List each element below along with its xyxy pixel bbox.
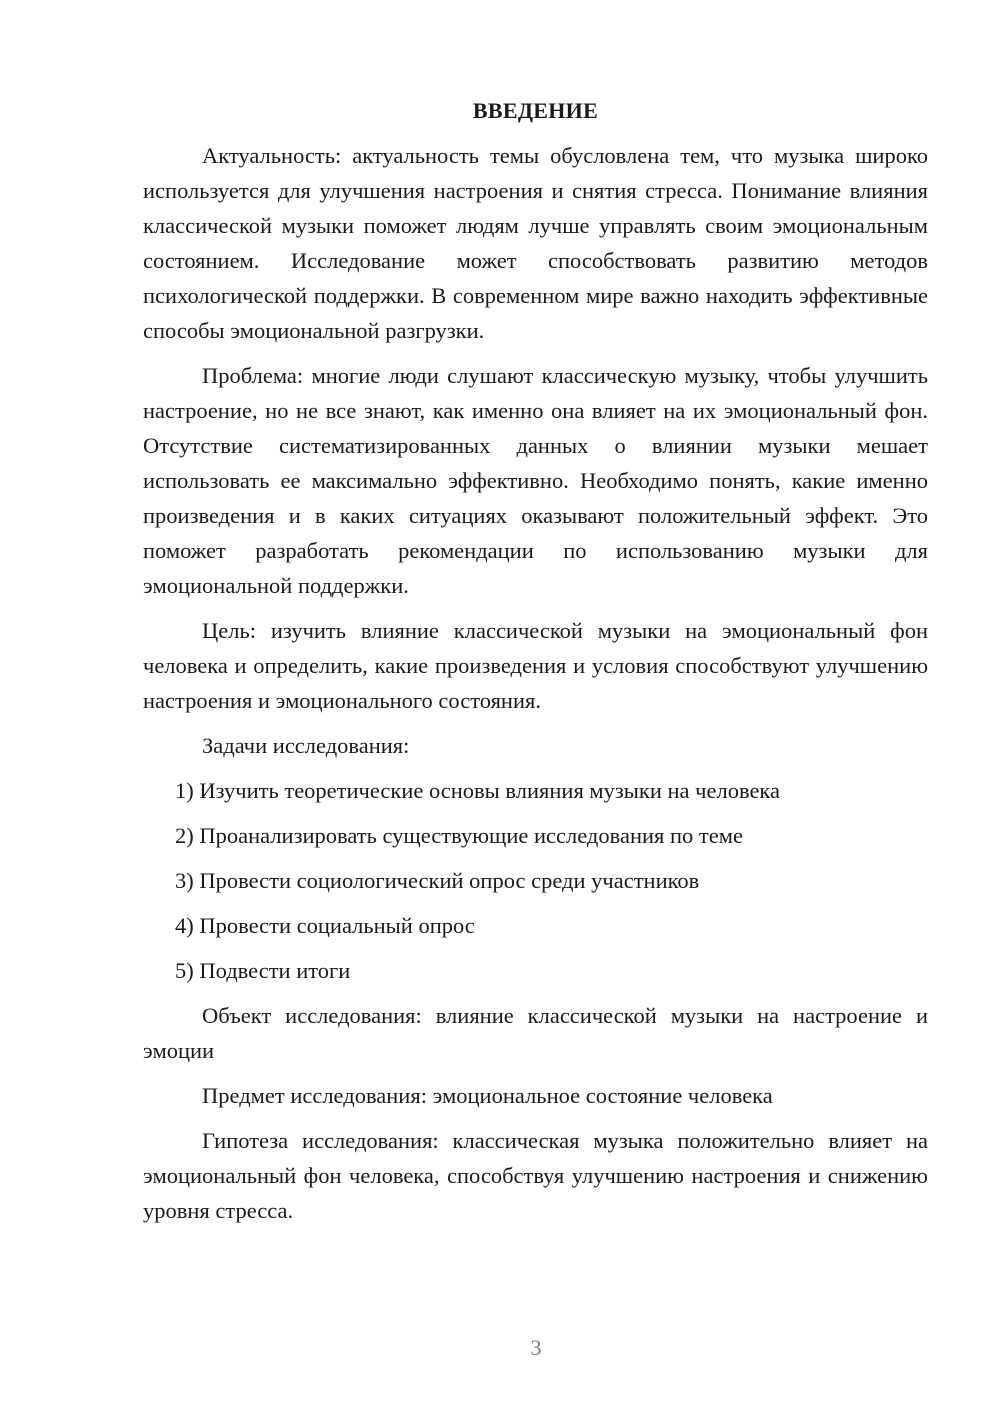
hypothesis-paragraph: Гипотеза исследования: классическая музыка положительно влияет на эмоциональный фон человека, способствуя улучшению настроения и снижению уровня стресса. xyxy=(143,1128,928,1223)
task-item: 5) Подвести итоги xyxy=(175,958,351,983)
task-item: 2) Проанализировать существующие исследования по теме xyxy=(175,823,743,848)
goal-paragraph: Цель: изучить влияние классической музыки на эмоциональный фон человека и определить, какие произведения и условия способствуют улучшению настроения и эмоционального состояния. xyxy=(143,618,928,713)
task-item: 4) Провести социальный опрос xyxy=(175,913,475,938)
document-page xyxy=(143,93,928,1238)
object-paragraph: Объект исследования: влияние классической музыки на настроение и эмоции xyxy=(143,1003,928,1063)
relevance-paragraph: Актуальность: актуальность темы обусловлена тем, что музыка широко используется для улучшения настроения и снятия стресса. Понимание влияния классической музыки поможет людям лучше управлять своим эмоциональным состоянием. Исследование может способствовать развитию методов психологической поддержки. В современном мире важно находить эффективные способы эмоциональной разгрузки. xyxy=(143,143,928,343)
task-item: 1) Изучить теоретические основы влияния музыки на человека xyxy=(175,778,781,803)
subject-paragraph: Предмет исследования: эмоциональное состояние человека xyxy=(202,1083,773,1108)
tasks-label: Задачи исследования: xyxy=(202,733,410,758)
page-number: 3 xyxy=(530,1335,542,1360)
section-heading: ВВЕДЕНИЕ xyxy=(472,98,599,123)
problem-paragraph: Проблема: многие люди слушают классическую музыку, чтобы улучшить настроение, но не все знают, как именно она влияет на их эмоциональный фон. Отсутствие систематизированных данных о влиянии музыки мешает использовать ее максимально эффективно. Необходимо понять, какие именно произведения и в каких ситуациях оказывают положительный эффект. Это поможет разработать рекомендации по использованию музыки для эмоциональной поддержки. xyxy=(143,363,928,598)
task-item: 3) Провести социологический опрос среди участников xyxy=(175,868,700,893)
